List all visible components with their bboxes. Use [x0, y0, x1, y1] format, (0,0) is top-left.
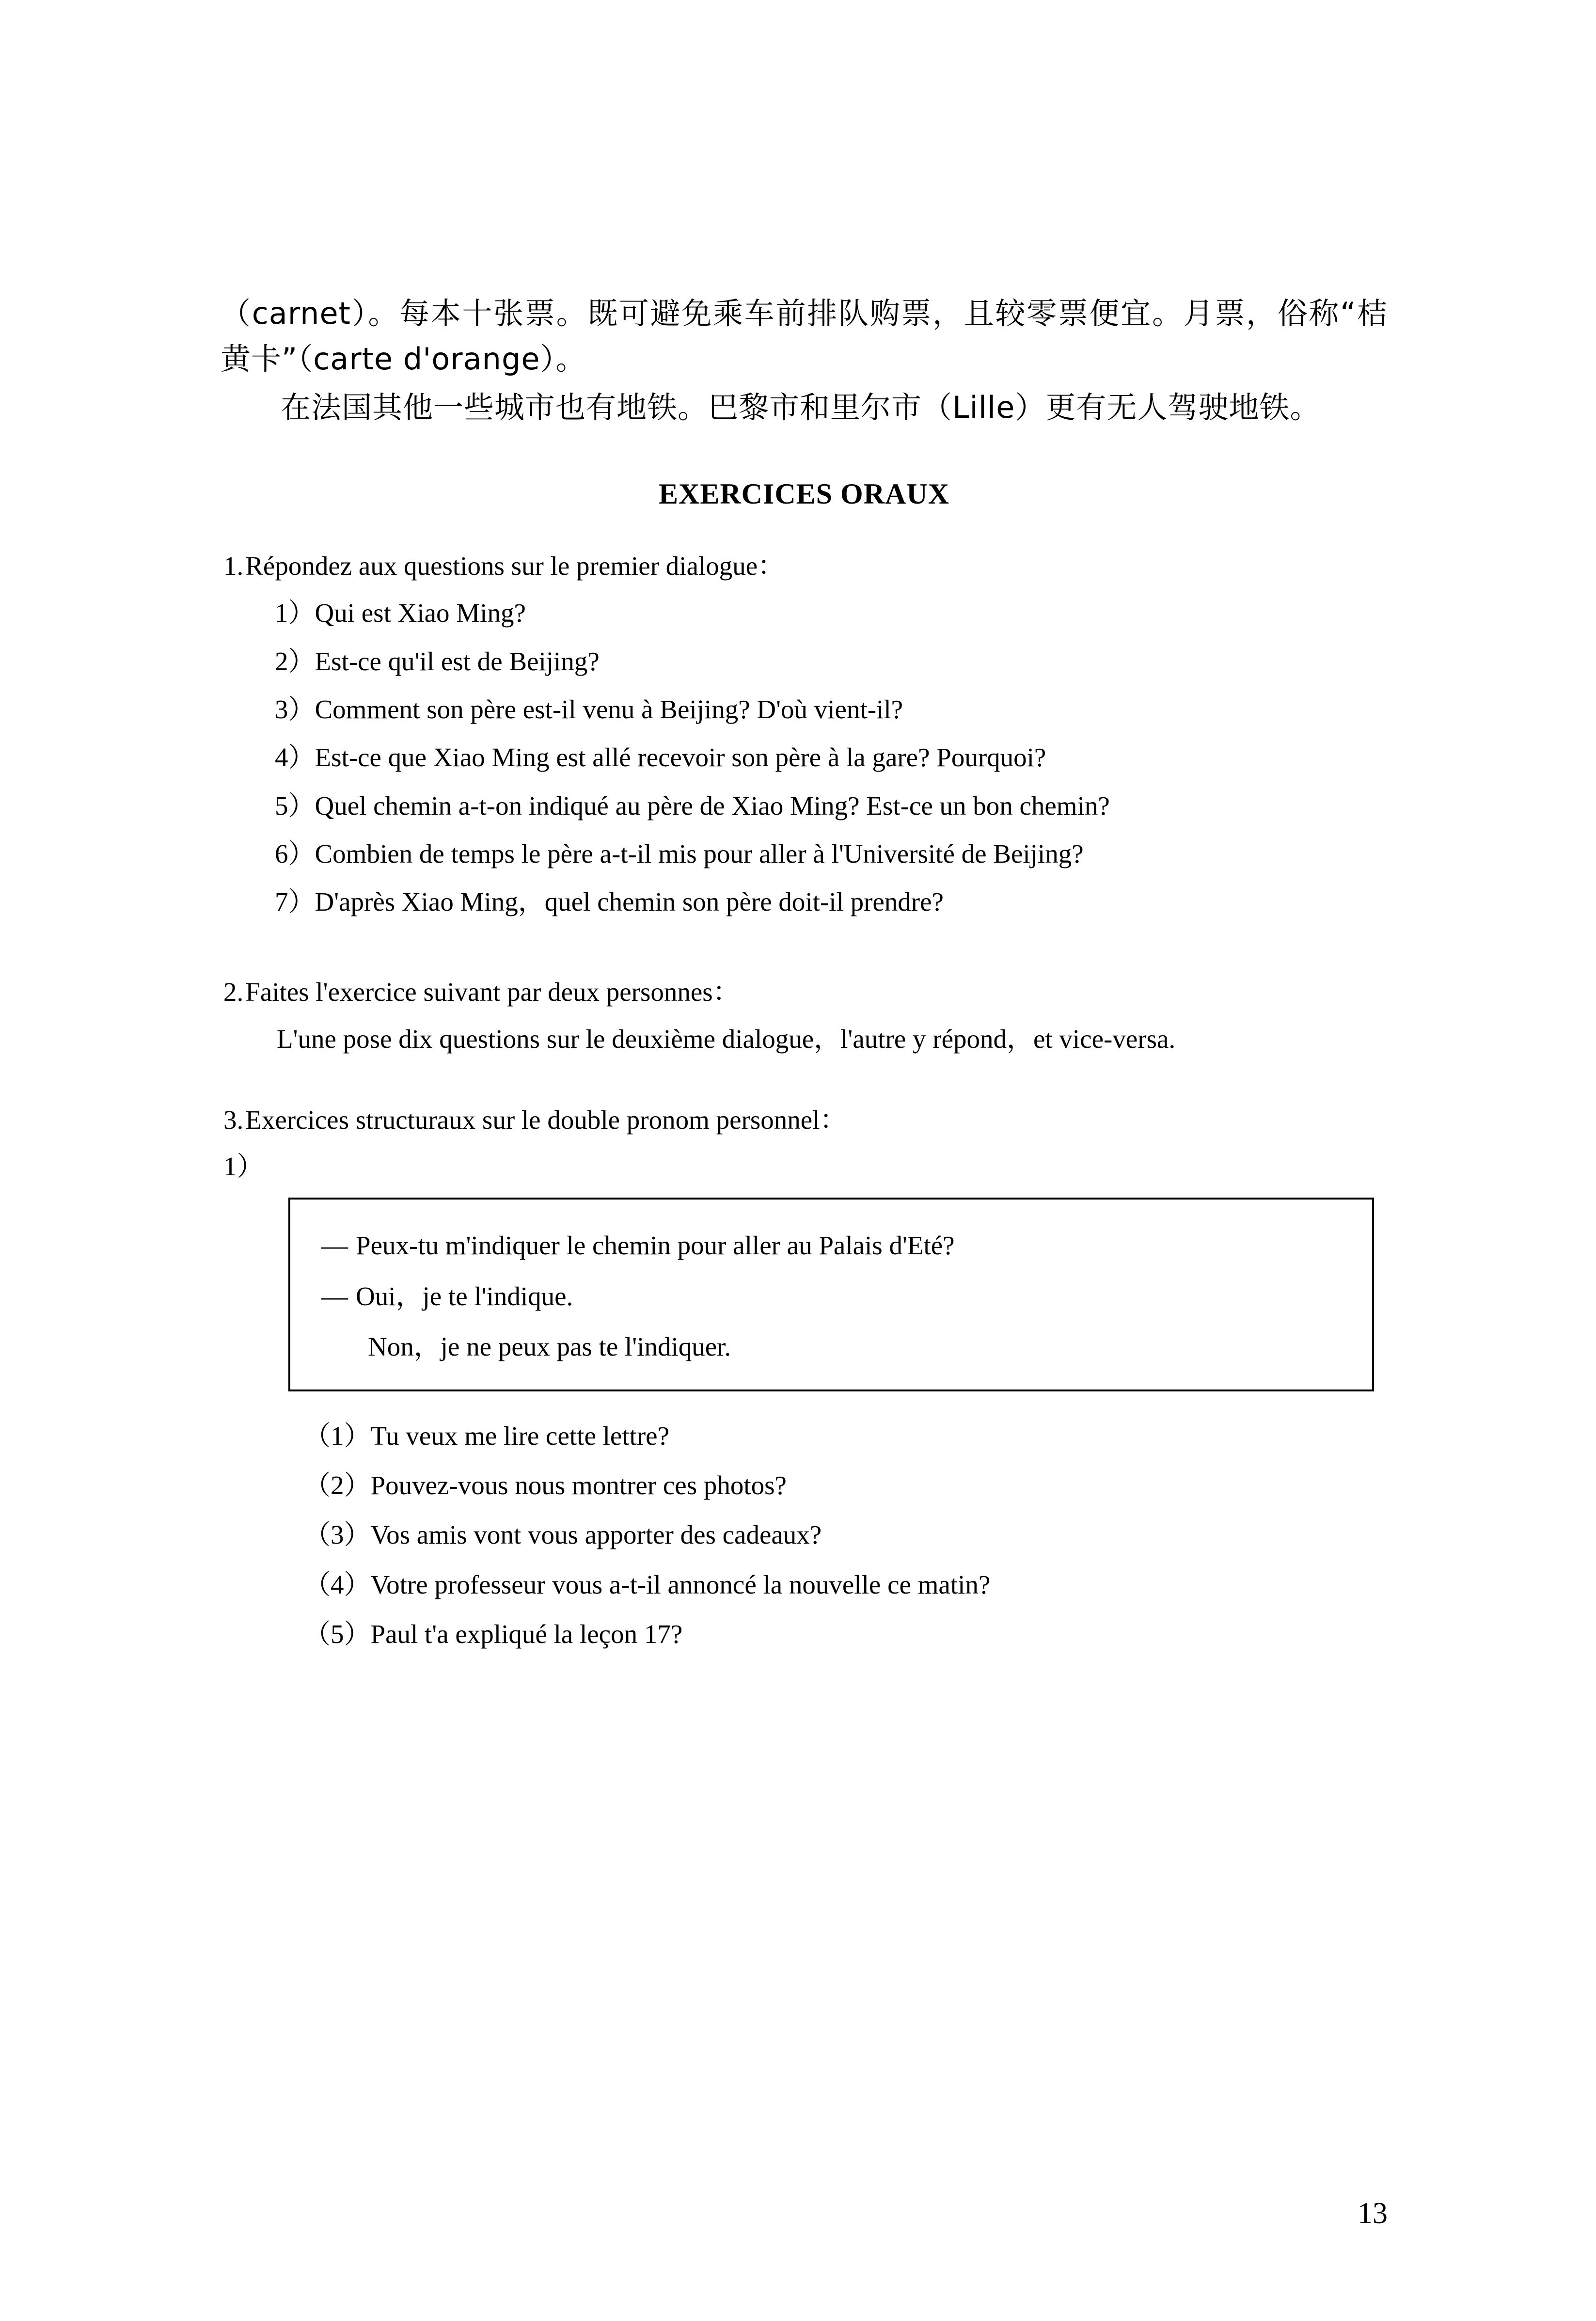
list-item: 7）D'après Xiao Ming，quel chemin son père doit-il prendre?	[275, 887, 944, 917]
model-line-text: Peux-tu m'indiquer le chemin pour aller au Palais d'Eté?	[356, 1231, 955, 1261]
exercise-1	[221, 547, 1388, 922]
exercise-3-number: 3.	[223, 1105, 244, 1135]
intro-paragraph-2: 在法国其他一些城市也有地铁。巴黎市和里尔市（Lille）更有无人驾驶地铁。	[281, 390, 1321, 426]
exercise-3-prompt-text: Exercices structuraux sur le double pronom personnel：	[245, 1105, 847, 1135]
exercise-1-prompt-text: Répondez aux questions sur le premier dialogue：	[245, 551, 785, 581]
spacer	[221, 1059, 1388, 1101]
list-item: 1）Qui est Xiao Ming?	[275, 598, 526, 628]
exercise-3-drill-list	[221, 1417, 1388, 1654]
list-item: 4）Est-ce que Xiao Ming est allé recevoir son père à la gare? Pourquoi?	[275, 742, 1046, 773]
section-title: EXERCICES ORAUX	[658, 477, 950, 510]
spacer	[221, 931, 1388, 973]
exercise-2-number: 2.	[223, 977, 244, 1007]
exercise-3-sub-label: 1）	[223, 1152, 264, 1182]
list-item: 5）Quel chemin a-t-on indiqué au père de Xiao Ming? Est-ce un bon chemin?	[275, 790, 1110, 821]
intro-paragraph-1: （carnet）。每本十张票。既可避免乘车前排队购票，且较零票便宜。月票，俗称“桔黄卡”（carte d'orange）。	[221, 296, 1388, 377]
exercise-1-question-list	[221, 594, 1388, 921]
list-item: （5）Paul t'a expliqué la leçon 17?	[304, 1619, 683, 1649]
list-item: 3）Comment son père est-il venu à Beijing? D'où vient-il?	[275, 695, 903, 725]
model-line: Non，je ne peux pas te l'indiquer.	[368, 1332, 731, 1362]
list-item: （1）Tu veux me lire cette lettre?	[304, 1421, 669, 1451]
model-example-box	[288, 1198, 1374, 1391]
list-item: （3）Vos amis vont vous apporter des cadeaux?	[304, 1520, 822, 1550]
list-item: 2）Est-ce qu'il est de Beijing?	[275, 646, 600, 676]
exercise-3	[221, 1101, 1388, 1654]
list-item: （4）Votre professeur vous a-t-il annoncé la nouvelle ce matin?	[304, 1569, 991, 1599]
model-line-text: Oui，je te l'indique.	[356, 1281, 573, 1311]
model-line	[321, 1226, 1341, 1266]
dash-icon: —	[321, 1231, 348, 1261]
exercise-3-prompt	[221, 1101, 1388, 1139]
page-number: 13	[1358, 2197, 1388, 2230]
exercise-1-prompt	[221, 547, 1388, 585]
exercise-2-subtext: L'une pose dix questions sur le deuxième dialogue，l'autre y répond，et vice-versa.	[277, 1024, 1176, 1054]
dash-icon: —	[321, 1281, 348, 1311]
exercise-2-prompt-text: Faites l'exercice suivant par deux personnes：	[245, 977, 740, 1007]
list-item: 6）Combien de temps le père a-t-il mis pour aller à l'Université de Beijing?	[275, 838, 1084, 868]
exercise-2	[221, 973, 1388, 1059]
list-item: （2）Pouvez-vous nous montrer ces photos?	[304, 1470, 787, 1500]
exercise-1-number: 1.	[223, 551, 244, 581]
exercise-2-prompt	[221, 973, 1388, 1011]
intro-text-block	[221, 291, 1388, 431]
model-line	[321, 1277, 1341, 1317]
